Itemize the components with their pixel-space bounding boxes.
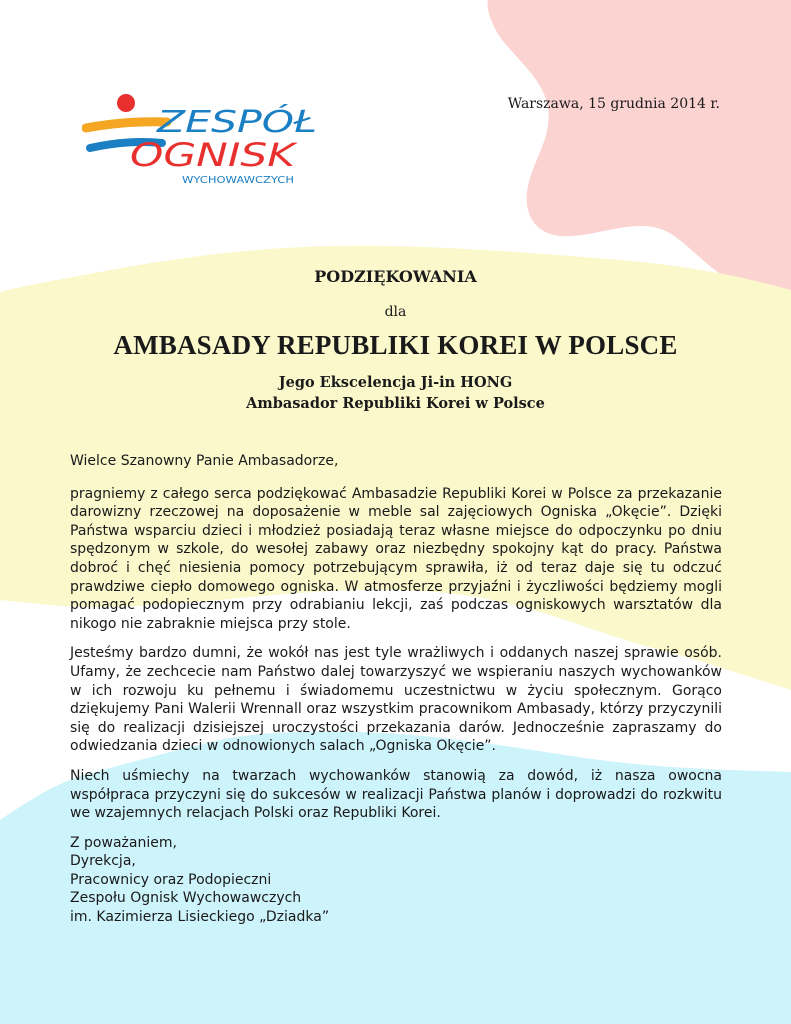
- organization-logo: [82, 90, 327, 190]
- letter-paragraph: Niech uśmiechy na twarzach wychowanków stanowią za dowód, iż nasza owocna współpraca przyczyni się do sukcesów w realizacji Państwa planów i doprowadzi do rozkwitu we wzajemnych relacjach Polski oraz Republiki Korei.: [70, 767, 722, 822]
- letter-greeting: Wielce Szanowny Panie Ambasadorze,: [70, 453, 339, 469]
- document-heading: PODZIĘKOWANIA: [314, 267, 477, 286]
- letter-paragraph: Jesteśmy bardzo dumni, że wokół nas jest tyle wrażliwych i oddanych naszej sprawie osób. Ufamy, że zechcecie nam Państwo dalej towarzyszyć we wspieraniu naszych wychowanków w ich rozwoju ku pełnemu i świadomemu uczestnictwu w życiu społecznym. Gorąco dziękujemy Pani Walerii Wrennall oraz wszystkim pracownikom Ambasady, którzy przyczynili się do realizacji dzisiejszej uroczystości przekazania darów. Jednocześnie zapraszamy do odwiedzania dzieci w odnowionych salach „Ogniska Okęcie”.: [70, 645, 722, 755]
- person-role: Ambasador Republiki Korei w Polsce: [246, 395, 545, 412]
- heading-preposition: dla: [384, 304, 407, 320]
- logo-word-ognisk: OGNISK: [130, 136, 299, 174]
- logo-word-zespol: ZESPÓŁ: [157, 105, 275, 140]
- person-name: Jego Ekscelencja Ji-in HONG: [278, 374, 513, 391]
- letter-paragraph: pragniemy z całego serca podziękować Ambasadzie Republiki Korei w Polsce za przekazanie darowizny rzeczowej na doposażenie w meble sal zajęciowych Ogniska „Okęcie”. Dzięki Państwa wsparciu dzieci i młodzież posiadają teraz własne miejsce do odpoczynku po dniu spędzonym w szkole, do wesołej zabawy oraz niezbędny spokojny kąt do pracy. Państwa dobroć i chęć niesienia pomocy potrzebującym sprawiła, iż od teraz daje się tu odczuć prawdziwe ciepło domowego ogniska. W atmosferze przyjaźni i życzliwości będziemy mogli pomagać podopiecznym przy odrabianiu lekcji, zaś podczas ogniskowych warsztatów dla nikogo nie zabraknie miejsca przy stole.: [70, 485, 722, 632]
- logo-word-wychowawczych: WYCHOWAWCZYCH: [182, 175, 294, 186]
- letter-body: [70, 452, 722, 938]
- logo-orange-stroke: [86, 122, 167, 128]
- letter-signature: Z poważaniem, Dyrekcja, Pracownicy oraz Podopieczni Zespołu Ognisk Wychowawczych im. Kazimierza Lisieckiego „Dziadka”: [70, 834, 330, 926]
- recipient-person: [0, 372, 791, 414]
- recipient-title: AMBASADY REPUBLIKI KOREI W POLSCE: [113, 330, 678, 360]
- logo-red-dot: [117, 94, 135, 112]
- logo-graphic: [82, 90, 327, 190]
- document-date: Warszawa, 15 grudnia 2014 r.: [507, 96, 720, 112]
